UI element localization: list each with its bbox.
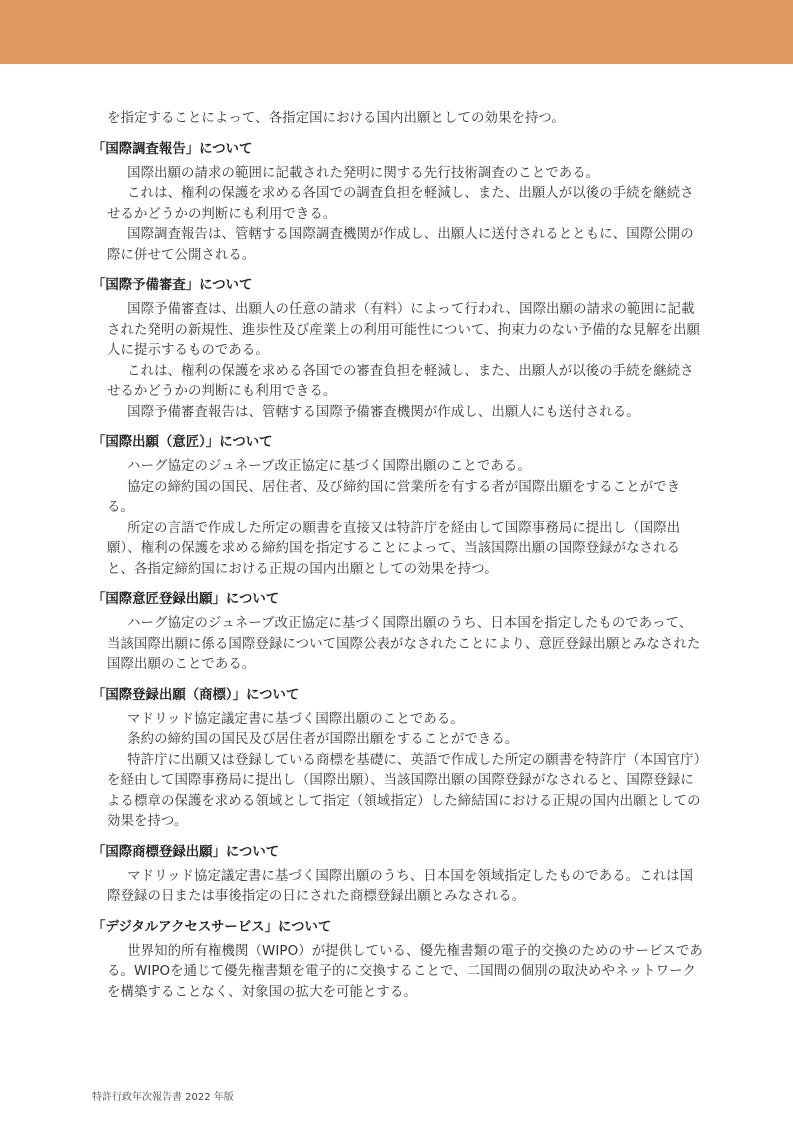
section-title: 「デジタルアクセスサービス」について: [92, 919, 332, 935]
section-paragraph: これは、権利の保護を求める各国での調査負担を軽減し、また、出願人が以後の手続を継続させるかどうかの判断にも利用できる。: [107, 186, 694, 222]
section-paragraph: 国際出願の請求の範囲に記載された発明に関する先行技術調査のことである。: [127, 165, 600, 181]
section-title: 「国際予備審査」について: [92, 278, 253, 293]
section-paragraph: 条約の締約国の国民及び居住者が国際出願をすることができる。: [127, 732, 519, 747]
section-paragraph: 国際予備審査は、出願人の任意の請求（有料）によって行われ、国際出願の請求の範囲に記載された発明の新規性、進歩性及び産業上の利用可能性について、拘束力のない予備的な見解を出願人に提示するものである。: [107, 302, 701, 358]
section-international-application-design: [92, 433, 704, 580]
section-title: 「国際商標登録出願」について: [92, 844, 280, 860]
section-international-registration-trademark: [92, 686, 704, 833]
section-paragraph: 世界知的所有権機関（WIPO）が提供している、優先権書類の電子的交換のためのサービスである。WIPOを通じて優先権書類を電子的に交換することで、二国間の個別の取決めやネットワークを構築することなく、対象国の拡大を可能とする。: [107, 943, 703, 1000]
section-paragraph: ハーグ協定のジュネーブ改正協定に基づく国際出願のことである。: [127, 459, 531, 474]
section-paragraph: ハーグ協定のジュネーブ改正協定に基づく国際出願のうち、日本国を指定したものであって、当該国際出願に係る国際登録について国際公表がなされたことにより、意匠登録出願とみなされた国際出願のことである。: [107, 616, 701, 672]
lead-paragraph: を指定することによって、各指定国における国内出願としての効果を持つ。: [107, 111, 565, 126]
section-paragraph: 国際調査報告は、管轄する国際調査機関が作成し、出願人に送付されるとともに、国際公開の際に併せて公開される。: [107, 227, 694, 263]
document-body: [92, 109, 704, 1003]
section-paragraph: 所定の言語で作成した所定の願書を直接又は特許庁を経由して国際事務局に提出し（国際出願）、権利の保護を求める締約国を指定することによって、当該国際出願の国際登録がなされると、各指定締約国における正規の国内出願としての効果を持つ。: [107, 520, 681, 577]
section-title: 「国際出願（意匠）」について: [92, 435, 273, 450]
section-international-trademark-registration: [92, 843, 704, 908]
section-title: 「国際調査報告」について: [92, 141, 253, 157]
section-paragraph: 協定の締約国の国民、居住者、及び締約国に営業所を有する者が国際出願をすることができる。: [107, 479, 681, 515]
section-paragraph: マドリッド協定議定書に基づく国際出願のことである。: [127, 711, 464, 727]
page-footer: 特許行政年次報告書 2022 年版: [92, 1092, 234, 1103]
section-paragraph: 国際予備審査報告は、管轄する国際予備審査機関が作成し、出願人にも送付される。: [127, 404, 640, 420]
section-paragraph: マドリッド協定議定書に基づく国際出願のうち、日本国を領域指定したものである。これは国際登録の日または事後指定の日にされた商標登録出願とみなされる。: [107, 868, 694, 904]
section-paragraph: これは、権利の保護を求める各国での審査負担を軽減し、また、出願人が以後の手続を継続させるかどうかの判断にも利用できる。: [107, 363, 694, 399]
section-international-search-report: [92, 140, 704, 267]
header-band: [0, 0, 793, 64]
section-title: 「国際意匠登録出願」について: [92, 592, 280, 607]
section-international-preliminary-examination: [92, 276, 704, 423]
section-digital-access-service: [92, 918, 704, 1004]
section-title: 「国際登録出願（商標）」について: [92, 687, 300, 703]
section-international-design-registration: [92, 590, 704, 676]
section-paragraph: 特許庁に出願又は登録している商標を基礎に、英語で作成した所定の願書を特許庁（本国官庁）を経由して国際事務局に提出し（国際出願）、当該国際出願の国際登録がなされると、国際登録による標章の保護を求める領域として指定（領域指定）した締結国における正規の国内出願としての効果を持つ。: [107, 752, 701, 829]
